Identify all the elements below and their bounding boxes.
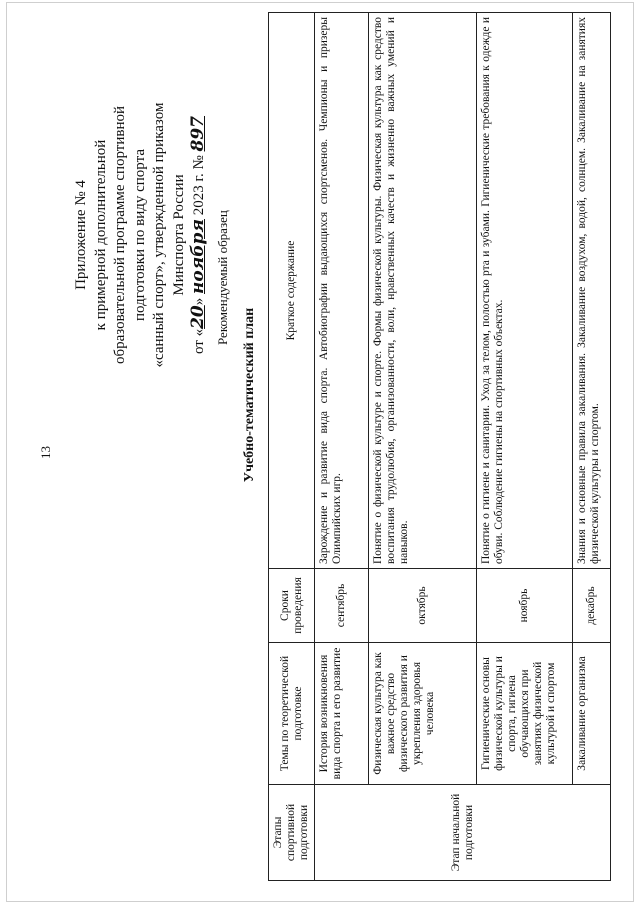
content-cell: Зарождение и развитие вида спорта. Автобиографии выдающихся спортсменов. Чемпионы и призеры Олимпийских игр. <box>315 13 369 569</box>
page-number: 13 <box>38 446 53 459</box>
header-topic: Темы по теоретической подготовке <box>269 643 315 785</box>
order-month-handwritten: ноября <box>188 219 208 294</box>
table-row <box>369 13 477 881</box>
timing-cell: ноябрь <box>477 569 573 643</box>
appendix-line-6: Минспорта России <box>170 174 187 296</box>
topic-cell: Закаливание организма <box>573 643 611 785</box>
appendix-title: Приложение № 4 <box>73 180 89 290</box>
header-stage: Этапы спортивной подготовки <box>269 785 315 881</box>
order-line <box>189 5 210 465</box>
order-prefix: от « <box>191 328 207 355</box>
table-row <box>315 13 369 881</box>
topic-cell: Физическая культура как важное средство физического развития и укрепления здоровья человека <box>369 643 477 785</box>
header-timing: Сроки проведения <box>269 569 315 643</box>
order-year: 2023 г. № <box>191 155 207 216</box>
appendix-line-4: подготовки по виду спорта <box>131 149 148 321</box>
timing-cell: сентябрь <box>315 569 369 643</box>
stage-cell: Этап начальной подготовки <box>315 785 611 881</box>
table-row <box>573 13 611 881</box>
content-cell: Знания и основные правила закаливания. Закаливание воздухом, водой, солнцем. Закаливание на занятиях физической культуры и спортом. <box>573 13 611 569</box>
recommended-sample-note: Рекомендуемый образец <box>215 210 230 345</box>
appendix-header <box>72 5 210 465</box>
order-number-handwritten: 897 <box>188 115 208 152</box>
content-cell: Понятие о гигиене и санитарии. Уход за телом, полостью рта и зубами. Гигиенические требования к одежде и обуви. Соблюдение гигиены на спортивных объектах. <box>477 13 573 569</box>
appendix-line-5: «санный спорт», утвержденной приказом <box>151 102 167 368</box>
timing-cell: октябрь <box>369 569 477 643</box>
thematic-plan-table <box>268 12 611 881</box>
topic-cell: Гигиенические основы физической культуры и спорта, гигиена обучающихся при занятиях физической культурой и спортом <box>477 643 573 785</box>
appendix-line-3: образовательной программе спортивной <box>112 105 128 365</box>
order-day-handwritten: 20 <box>188 305 208 329</box>
header-content: Краткое содержание <box>269 13 315 569</box>
table-row <box>477 13 573 881</box>
content-cell: Понятие о физической культуре и спорте. Формы физической культуры. Физическая культура как средство воспитания трудолюбия, организованности, воли, нравственных качеств и жизненно важных умений и навыков. <box>369 13 477 569</box>
order-mid: » <box>191 297 207 306</box>
plan-title: Учебно-тематический план <box>242 307 257 483</box>
topic-cell: История возникновения вида спорта и его развитие <box>315 643 369 785</box>
timing-cell: декабрь <box>573 569 611 643</box>
table-header-row <box>269 13 315 881</box>
appendix-line-2: к примерной дополнительной <box>92 139 109 331</box>
